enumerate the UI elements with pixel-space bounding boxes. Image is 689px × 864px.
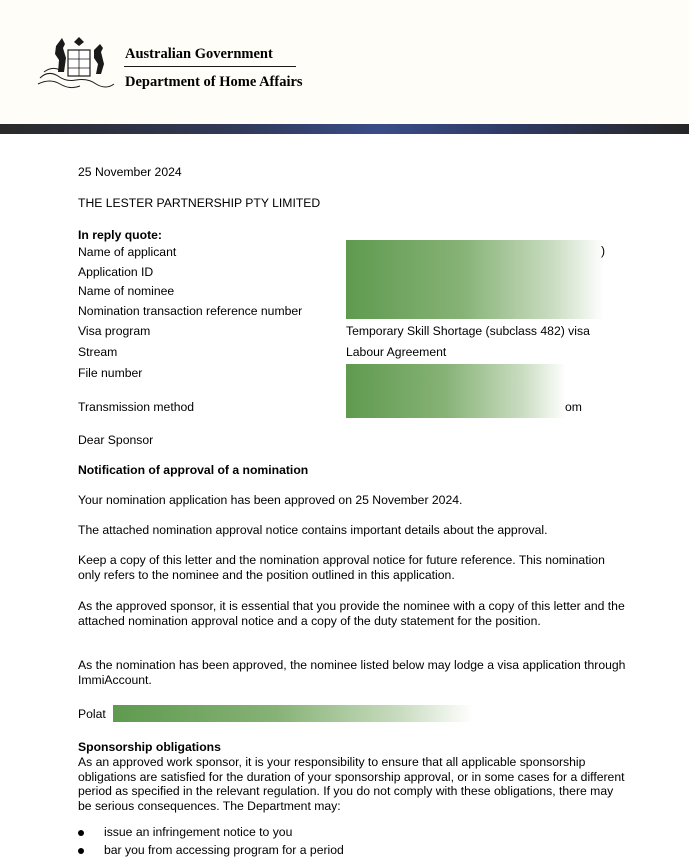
salutation: Dear Sponsor (78, 433, 154, 447)
reply-quote-heading: In reply quote: (78, 228, 162, 242)
paragraph: The attached nomination approval notice contains important details about the approval. (78, 523, 548, 537)
header-color-band (0, 124, 689, 134)
nominee-label: Name of nominee (78, 284, 175, 298)
bullet-icon (78, 848, 84, 854)
obligations-paragraph: As an approved work sponsor, it is your responsibility to ensure that all applicable sponsorship obligations are satisfied for the duration of your sponsorship approval, or in some cases for a different period as specified in the relevant regulation. If you do not comply with these obligations, there may be serious consequences. The Department may: (78, 755, 625, 813)
redaction-block (346, 240, 604, 319)
letter-date: 25 November 2024 (78, 165, 182, 179)
paragraph: As the approved sponsor, it is essential that you provide the nominee with a copy of this letter and the attached nomination approval notice and a copy of the duty statement for the position. (78, 599, 625, 628)
stream-value: Labour Agreement (346, 345, 447, 359)
redaction-block (113, 705, 473, 722)
visa-program-value: Temporary Skill Shortage (subclass 482) visa (346, 324, 590, 338)
coat-of-arms-icon (36, 34, 118, 98)
bullet-icon (78, 830, 84, 836)
paragraph: As the nomination has been approved, the nominee listed below may lodge a visa application through ImmiAccount. (78, 658, 626, 687)
obligations-heading: Sponsorship obligations (78, 740, 221, 754)
recipient-name: THE LESTER PARTNERSHIP PTY LIMITED (78, 196, 321, 210)
application-id-label: Application ID (78, 265, 154, 279)
letterhead (0, 0, 689, 124)
trn-label: Nomination transaction reference number (78, 304, 303, 318)
redaction-block (346, 364, 566, 418)
transmission-value-fragment: om (565, 400, 582, 414)
paragraph: Keep a copy of this letter and the nomination approval notice for future reference. This nomination only refers to the nominee and the position outlined in this application. (78, 553, 605, 582)
letter-subject: Notification of approval of a nomination (78, 463, 309, 477)
visa-program-label: Visa program (78, 324, 151, 338)
department-name: Department of Home Affairs (125, 74, 303, 90)
transmission-method-label: Transmission method (78, 400, 195, 414)
applicant-value-fragment: ) (601, 244, 606, 258)
nominee-name-fragment: Polat (78, 707, 106, 721)
government-name: Australian Government (125, 46, 273, 62)
file-number-label: File number (78, 366, 143, 380)
applicant-label: Name of applicant (78, 245, 177, 259)
stream-label: Stream (78, 345, 118, 359)
paragraph: Your nomination application has been approved on 25 November 2024. (78, 493, 463, 507)
letterhead-divider (124, 66, 296, 67)
